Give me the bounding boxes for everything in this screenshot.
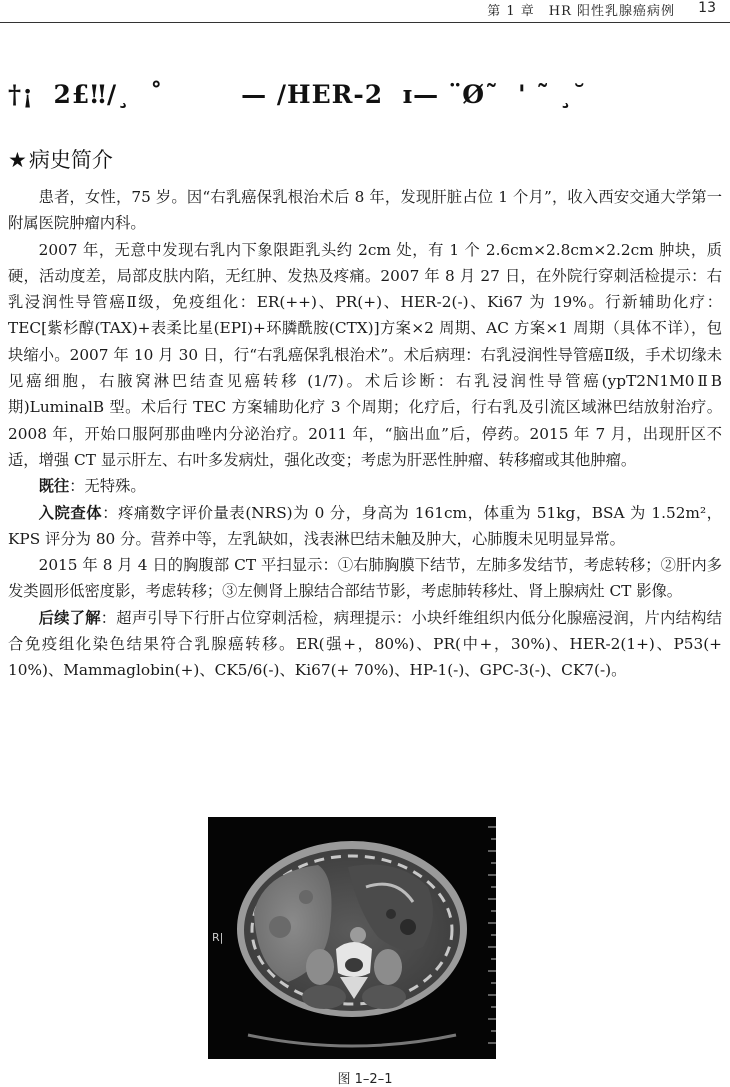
paragraph bbox=[8, 605, 722, 684]
paragraph-text: ：超声引导下行肝占位穿刺活检，病理提示：小块纤维组织内低分化腺癌浸润，片内结构结合免疫组化染色结果符合乳腺癌转移。ER(强+，80%)、PR(中+，30%)、HER-2(1+)、P53(+ 10%)、Mammaglobin(+)、CK5/6(-)、Ki67(+ 70%)、HP-1(-)、GPC-3(-)、CK7(-)。 bbox=[8, 608, 722, 680]
paragraph bbox=[8, 500, 722, 553]
paragraph bbox=[8, 184, 722, 237]
paragraph-text: ：无特殊。 bbox=[69, 477, 146, 496]
section-heading bbox=[8, 144, 113, 174]
paragraph bbox=[8, 237, 722, 474]
figure-caption: 图 1–2–1 bbox=[337, 1072, 393, 1087]
paragraph-text: ：疼痛数字评价量表(NRS)为 0 分，身高为 161cm，体重为 51kg，BSA 为 1.52m²，KPS 评分为 80 分。营养中等，左乳缺如，浅表淋巴结未触及肿大，心肺腹未见明显异常。 bbox=[8, 503, 722, 548]
ct-scan-drawing bbox=[208, 817, 496, 1059]
header-rule bbox=[0, 22, 730, 23]
ct-side-marker: R| bbox=[212, 931, 224, 944]
case-title: †¡ 2£‼/¸ ˚ — /HER-2 ɪ— ¨Ø˜ ' ˜ ¸˘ bbox=[8, 80, 587, 109]
running-head bbox=[0, 0, 730, 22]
page-number: 13 bbox=[698, 0, 716, 16]
paragraph-lead: 入院查体 bbox=[38, 503, 103, 522]
paragraph-lead: 既往 bbox=[38, 477, 70, 496]
paragraph-lead: 后续了解 bbox=[38, 608, 101, 627]
chapter-title: 第 1 章 HR 阳性乳腺癌病例 bbox=[487, 4, 675, 19]
paragraph bbox=[8, 552, 722, 605]
ct-scan-image bbox=[208, 817, 496, 1059]
star-icon: ★ bbox=[8, 148, 27, 172]
body-text bbox=[8, 184, 722, 684]
paragraph-text: 2015 年 8 月 4 日的胸腹部 CT 平扫显示：①右肺胸膜下结节，左肺多发结节，考虑转移；②肝内多发类圆形低密度影，考虑转移；③左侧肾上腺结合部结节影，考虑肺转移灶、肾上腺病灶 CT 影像。 bbox=[8, 556, 722, 601]
paragraph bbox=[8, 473, 722, 499]
paragraph-text: 2007 年，无意中发现右乳内下象限距乳头约 2cm 处，有 1 个 2.6cm×2.8cm×2.2cm 肿块，质硬，活动度差，局部皮肤内陷，无红肿、发热及疼痛。2007 年 8 月 27 日，在外院行穿刺活检提示：右乳浸润性导管癌Ⅱ级，免疫组化：ER(++)、PR(+)、HER-2(-)、Ki67 为 19%。行新辅助化疗：TEC[紫杉醇(TAX)+表柔比星(EPI)+环膦酰胺(CTX)]方案×2 周期、AC 方案×1 周期（具体不详），包块缩小。2007 年 10 月 30 日，行“右乳癌保乳根治术”。术后病理：右乳浸润性导管癌Ⅱ级，手术切缘未见癌细胞，右腋窝淋巴结查见癌转移 (1/7)。术后诊断：右乳浸润性导管癌(ypT2N1M0ⅡB 期)LuminalB 型。术后行 TEC 方案辅助化疗 3 个周期；化疗后，行右乳及引流区域淋巴结放射治疗。2008 年，开始口服阿那曲唑内分泌治疗。2011 年，“脑出血”后，停药。2015 年 7 月，出现肝区不适，增强 CT 显示肝左、右叶多发病灶，强化改变；考虑为肝恶性肿瘤、转移瘤或其他肿瘤。 bbox=[8, 240, 722, 469]
paragraph-text: 患者，女性，75 岁。因“右乳癌保乳根治术后 8 年，发现肝脏占位 1 个月”，收入西安交通大学第一附属医院肿瘤内科。 bbox=[8, 188, 722, 233]
section-title: 病史简介 bbox=[28, 148, 113, 172]
